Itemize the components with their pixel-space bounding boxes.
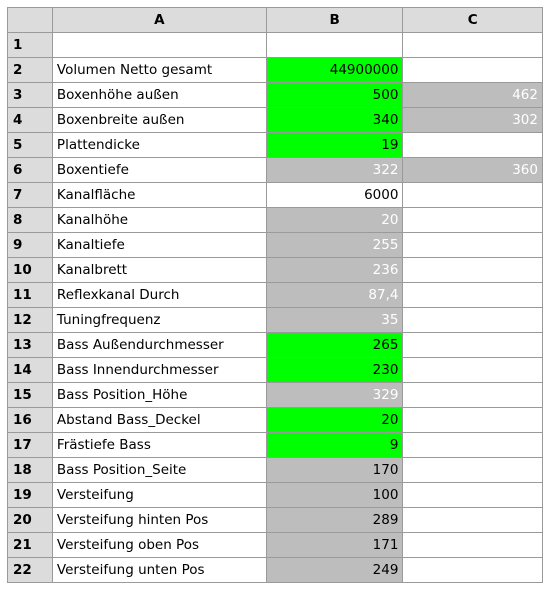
table-row: [8, 83, 543, 108]
cell-b-value[interactable]: 340: [266, 108, 403, 133]
cell-c-value[interactable]: [403, 308, 543, 333]
table-row: [8, 183, 543, 208]
cell-c-value[interactable]: [403, 33, 543, 58]
table-row: [8, 358, 543, 383]
row-header[interactable]: 18: [8, 458, 53, 483]
table-row: [8, 508, 543, 533]
cell-b-value[interactable]: 44900000: [266, 58, 403, 83]
cell-b-value[interactable]: 236: [266, 258, 403, 283]
cell-a-label[interactable]: Tuningfrequenz: [52, 308, 266, 333]
cell-c-value[interactable]: 360: [403, 158, 543, 183]
cell-a-label[interactable]: Kanaltiefe: [52, 233, 266, 258]
row-header[interactable]: 20: [8, 508, 53, 533]
row-header[interactable]: 11: [8, 283, 53, 308]
cell-c-value[interactable]: [403, 133, 543, 158]
row-header[interactable]: 19: [8, 483, 53, 508]
cell-c-value[interactable]: [403, 408, 543, 433]
cell-a-label[interactable]: Bass Innendurchmesser: [52, 358, 266, 383]
table-row: [8, 533, 543, 558]
table-row: [8, 133, 543, 158]
cell-a-label[interactable]: Reflexkanal Durch: [52, 283, 266, 308]
row-header[interactable]: 1: [8, 33, 53, 58]
cell-a-label[interactable]: [52, 33, 266, 58]
cell-b-value[interactable]: 87,4: [266, 283, 403, 308]
cell-b-value[interactable]: 171: [266, 533, 403, 558]
cell-a-label[interactable]: Kanalhöhe: [52, 208, 266, 233]
cell-a-label[interactable]: Frästiefe Bass: [52, 433, 266, 458]
cell-b-value[interactable]: 19: [266, 133, 403, 158]
cell-b-value[interactable]: 20: [266, 208, 403, 233]
row-header[interactable]: 13: [8, 333, 53, 358]
cell-c-value[interactable]: [403, 433, 543, 458]
table-row: [8, 58, 543, 83]
cell-c-value[interactable]: [403, 58, 543, 83]
cell-a-label[interactable]: Versteifung hinten Pos: [52, 508, 266, 533]
cell-c-value[interactable]: 462: [403, 83, 543, 108]
cell-b-value[interactable]: 170: [266, 458, 403, 483]
cell-b-value[interactable]: 255: [266, 233, 403, 258]
cell-a-label[interactable]: Abstand Bass_Deckel: [52, 408, 266, 433]
row-header[interactable]: 10: [8, 258, 53, 283]
cell-b-value[interactable]: 329: [266, 383, 403, 408]
column-header-a[interactable]: A: [52, 8, 266, 33]
table-row: [8, 233, 543, 258]
row-header[interactable]: 12: [8, 308, 53, 333]
cell-b-value[interactable]: 249: [266, 558, 403, 583]
cell-c-value[interactable]: [403, 258, 543, 283]
row-header[interactable]: 5: [8, 133, 53, 158]
table-row: [8, 408, 543, 433]
table-row: [8, 258, 543, 283]
column-header-b[interactable]: B: [266, 8, 403, 33]
cell-c-value[interactable]: [403, 508, 543, 533]
row-header[interactable]: 17: [8, 433, 53, 458]
row-header[interactable]: 3: [8, 83, 53, 108]
cell-b-value[interactable]: 100: [266, 483, 403, 508]
table-row: [8, 283, 543, 308]
table-row: [8, 383, 543, 408]
table-row: [8, 458, 543, 483]
column-header-c[interactable]: C: [403, 8, 543, 33]
cell-a-label[interactable]: Kanalbrett: [52, 258, 266, 283]
cell-c-value[interactable]: [403, 283, 543, 308]
cell-a-label[interactable]: Bass Position_Höhe: [52, 383, 266, 408]
row-header[interactable]: 8: [8, 208, 53, 233]
row-header[interactable]: 22: [8, 558, 53, 583]
cell-c-value[interactable]: [403, 533, 543, 558]
cell-a-label[interactable]: Versteifung: [52, 483, 266, 508]
select-all-corner[interactable]: [8, 8, 53, 33]
cell-c-value[interactable]: [403, 233, 543, 258]
cell-b-value[interactable]: 6000: [266, 183, 403, 208]
row-header[interactable]: 2: [8, 58, 53, 83]
table-row: [8, 33, 543, 58]
cell-b-value[interactable]: 9: [266, 433, 403, 458]
cell-b-value[interactable]: 289: [266, 508, 403, 533]
cell-c-value[interactable]: [403, 383, 543, 408]
cell-a-label[interactable]: Boxentiefe: [52, 158, 266, 183]
row-header[interactable]: 4: [8, 108, 53, 133]
cell-a-label[interactable]: Versteifung oben Pos: [52, 533, 266, 558]
table-row: [8, 333, 543, 358]
cell-b-value[interactable]: [266, 33, 403, 58]
table-row: [8, 558, 543, 583]
row-header[interactable]: 15: [8, 383, 53, 408]
cell-a-label[interactable]: Kanalfläche: [52, 183, 266, 208]
column-header-row: [8, 8, 543, 33]
cell-b-value[interactable]: 20: [266, 408, 403, 433]
cell-a-label[interactable]: Boxenbreite außen: [52, 108, 266, 133]
table-row: [8, 483, 543, 508]
cell-a-label[interactable]: Bass Außendurchmesser: [52, 333, 266, 358]
cell-b-value[interactable]: 35: [266, 308, 403, 333]
table-row: [8, 433, 543, 458]
cell-c-value[interactable]: [403, 358, 543, 383]
cell-b-value[interactable]: 322: [266, 158, 403, 183]
table-row: [8, 208, 543, 233]
cell-a-label[interactable]: Bass Position_Seite: [52, 458, 266, 483]
cell-c-value[interactable]: 302: [403, 108, 543, 133]
cell-b-value[interactable]: 265: [266, 333, 403, 358]
cell-b-value[interactable]: 230: [266, 358, 403, 383]
spreadsheet-grid[interactable]: [7, 7, 543, 583]
cell-c-value[interactable]: [403, 183, 543, 208]
cell-b-value[interactable]: 500: [266, 83, 403, 108]
row-header[interactable]: 7: [8, 183, 53, 208]
cell-c-value[interactable]: [403, 333, 543, 358]
cell-a-label[interactable]: Plattendicke: [52, 133, 266, 158]
row-header[interactable]: 9: [8, 233, 53, 258]
cell-c-value[interactable]: [403, 558, 543, 583]
row-header[interactable]: 6: [8, 158, 53, 183]
row-header[interactable]: 14: [8, 358, 53, 383]
cell-a-label[interactable]: Boxenhöhe außen: [52, 83, 266, 108]
cell-a-label[interactable]: Volumen Netto gesamt: [52, 58, 266, 83]
cell-c-value[interactable]: [403, 483, 543, 508]
cell-a-label[interactable]: Versteifung unten Pos: [52, 558, 266, 583]
cell-c-value[interactable]: [403, 208, 543, 233]
table-row: [8, 108, 543, 133]
table-row: [8, 158, 543, 183]
row-header[interactable]: 21: [8, 533, 53, 558]
table-row: [8, 308, 543, 333]
row-header[interactable]: 16: [8, 408, 53, 433]
cell-c-value[interactable]: [403, 458, 543, 483]
